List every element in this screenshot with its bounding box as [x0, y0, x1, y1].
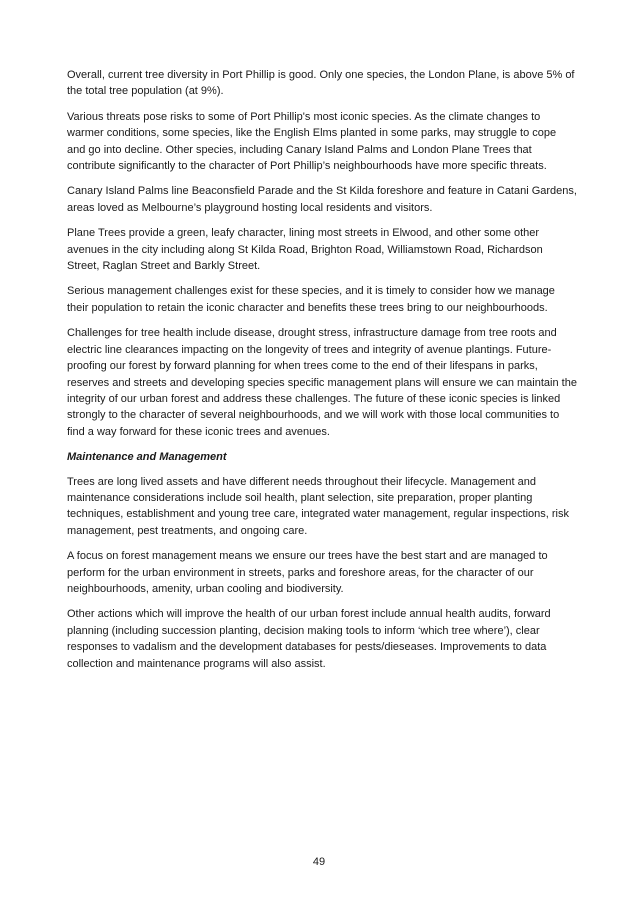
paragraph-forest-management: A focus on forest management means we ensure our trees have the best start and are managed to perform for the urban environment in streets, parks and foreshore areas, for the character of our neighbourhoods, amenity, urban cooling and biodiversity. [67, 550, 548, 595]
paragraph-plane-trees: Plane Trees provide a green, leafy character, lining most streets in Elwood, and other some other avenues in the city including along St Kilda Road, Brighton Road, Williamstown Road, Richardson Street, Raglan Street and Barkly Street. [67, 227, 543, 273]
paragraph-management-challenges: Serious management challenges exist for these species, and it is timely to consider how we manage their population to retain the iconic character and benefits these trees bring to our neighbourhoods. [67, 285, 555, 314]
paragraph-canary-island-palms: Canary Island Palms line Beaconsfield Parade and the St Kilda foreshore and feature in Catani Gardens, areas loved as Melbourne’s playground hosting local residents and visitors. [67, 185, 577, 214]
paragraph-tree-health-challenges: Challenges for tree health include disease, drought stress, infrastructure damage from tree roots and electric line clearances impacting on the longevity of trees and integrity of avenue plantings. Future-proofing our forest by forward planning for when trees come to the end of their lifespans in parks, reserves and streets and developing species specific management plans will ensure we can maintain the integrity of our urban forest and address these challenges. The future of these iconic species is linked strongly to the character of several neighbourhoods, and we will work with those local communities to find a way forward for these iconic trees and avenues. [67, 327, 577, 438]
paragraph-other-actions: Other actions which will improve the health of our urban forest include annual health audits, forward planning (including succession planting, decision making tools to inform ‘which tree where’), clear responses to vadalism and the development databases for pests/dieseases. Improvements to data collection and maintenance programs will also assist. [67, 608, 551, 670]
page-body [67, 67, 577, 681]
section-heading: Maintenance and Management [67, 451, 227, 464]
paragraph-lifecycle-needs: Trees are long lived assets and have different needs throughout their lifecycle. Management and maintenance considerations include soil health, plant selection, site preparation, proper planting techniques, establishment and young tree care, integrated water management, regular inspections, risk management, pest treatments, and ongoing care. [67, 475, 570, 537]
paragraph-tree-diversity: Overall, current tree diversity in Port Phillip is good. Only one species, the London Plane, is above 5% of the total tree population (at 9%). [67, 69, 575, 98]
paragraph-threats: Various threats pose risks to some of Port Phillip's most iconic species. As the climate changes to warmer conditions, some species, like the English Elms planted in some parks, may struggle to cope and go into decline. Other species, including Canary Island Palms and London Plane Trees that contribute significantly to the character of Port Phillip’s neighbourhoods have more specific threats. [67, 110, 557, 173]
page-number: 49 [312, 856, 326, 868]
